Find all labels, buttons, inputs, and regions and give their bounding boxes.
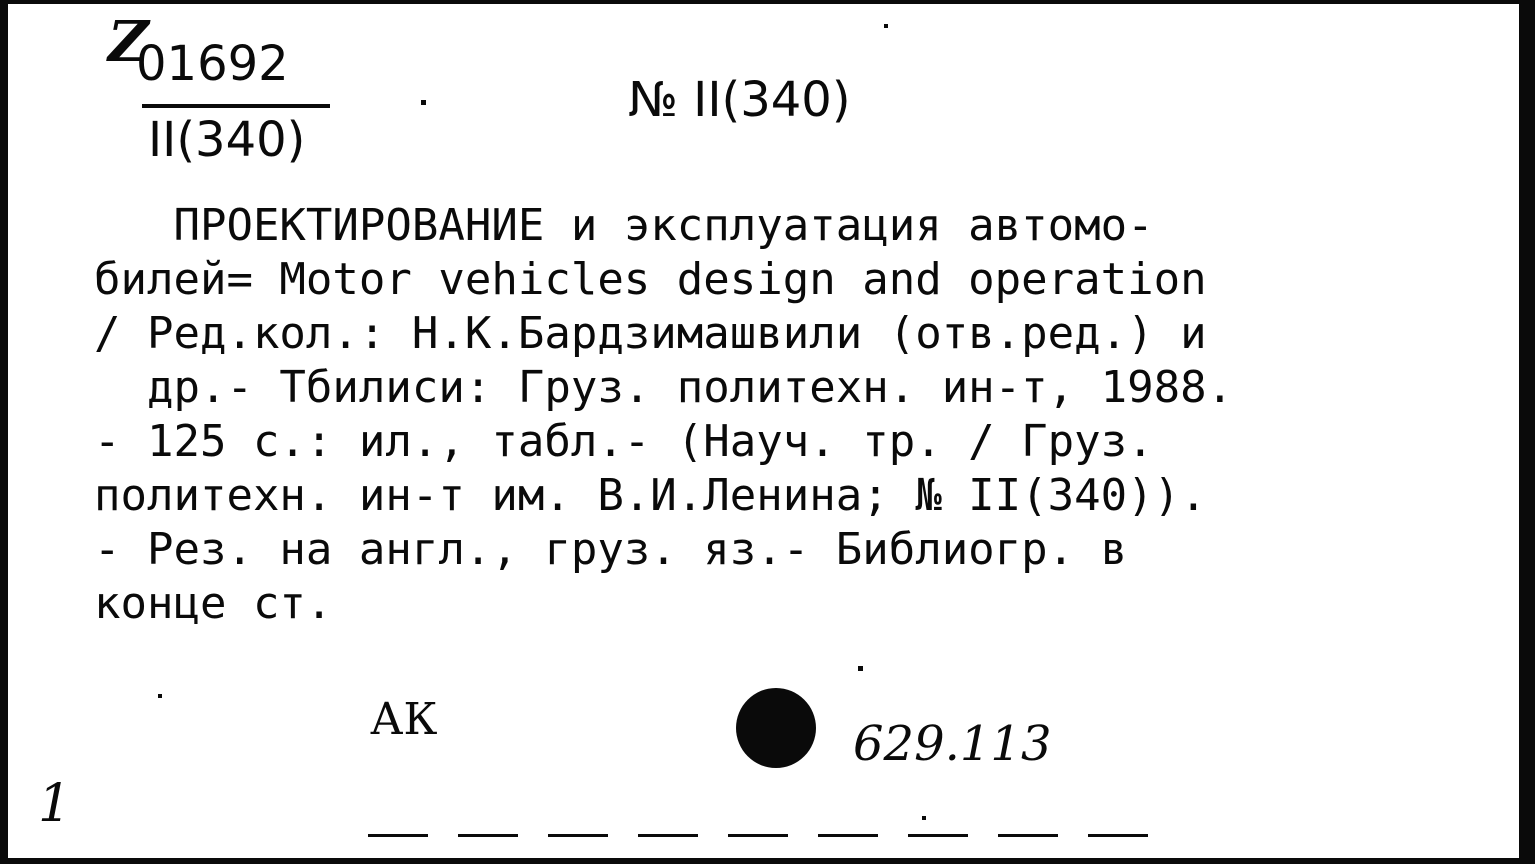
page-mark: 1 <box>38 774 72 834</box>
ak-stamp: АК <box>370 694 438 745</box>
description-line: политехн. ин-т им. В.И.Ленина; № II(340)). <box>94 470 1207 521</box>
shelf-mark-prefix: Z <box>108 9 149 75</box>
bottom-dash-row <box>368 834 1168 837</box>
description-line: / Ред.кол.: Н.К.Бардзимашвили (отв.ред.) и <box>94 308 1207 359</box>
shelf-divider-line <box>142 104 330 108</box>
bibliographic-description <box>94 199 1414 631</box>
speck-mark <box>922 816 926 820</box>
description-line: ПРОЕКТИРОВАНИЕ и эксплуатация автомо- <box>94 200 1154 251</box>
description-line: - Рез. на англ., груз. яз.- Библиогр. в <box>94 524 1128 575</box>
description-line: конце ст. <box>94 578 333 629</box>
description-line: - 125 с.: ил., табл.- (Науч. тр. / Груз. <box>94 416 1154 467</box>
speck-mark <box>421 100 426 105</box>
speck-mark <box>158 694 162 698</box>
speck-mark <box>884 24 888 28</box>
speck-mark <box>858 666 863 671</box>
description-line: билей= Motor vehicles design and operation <box>94 254 1207 305</box>
issue-number: № II(340) <box>628 72 851 128</box>
shelf-number: 01692 <box>136 36 289 92</box>
shelf-series: II(340) <box>148 112 306 168</box>
udc-classification: 629.113 <box>853 716 1052 772</box>
black-dot-mark <box>736 688 816 768</box>
description-line: др.- Тбилиси: Груз. политехн. ин-т, 1988. <box>94 362 1234 413</box>
